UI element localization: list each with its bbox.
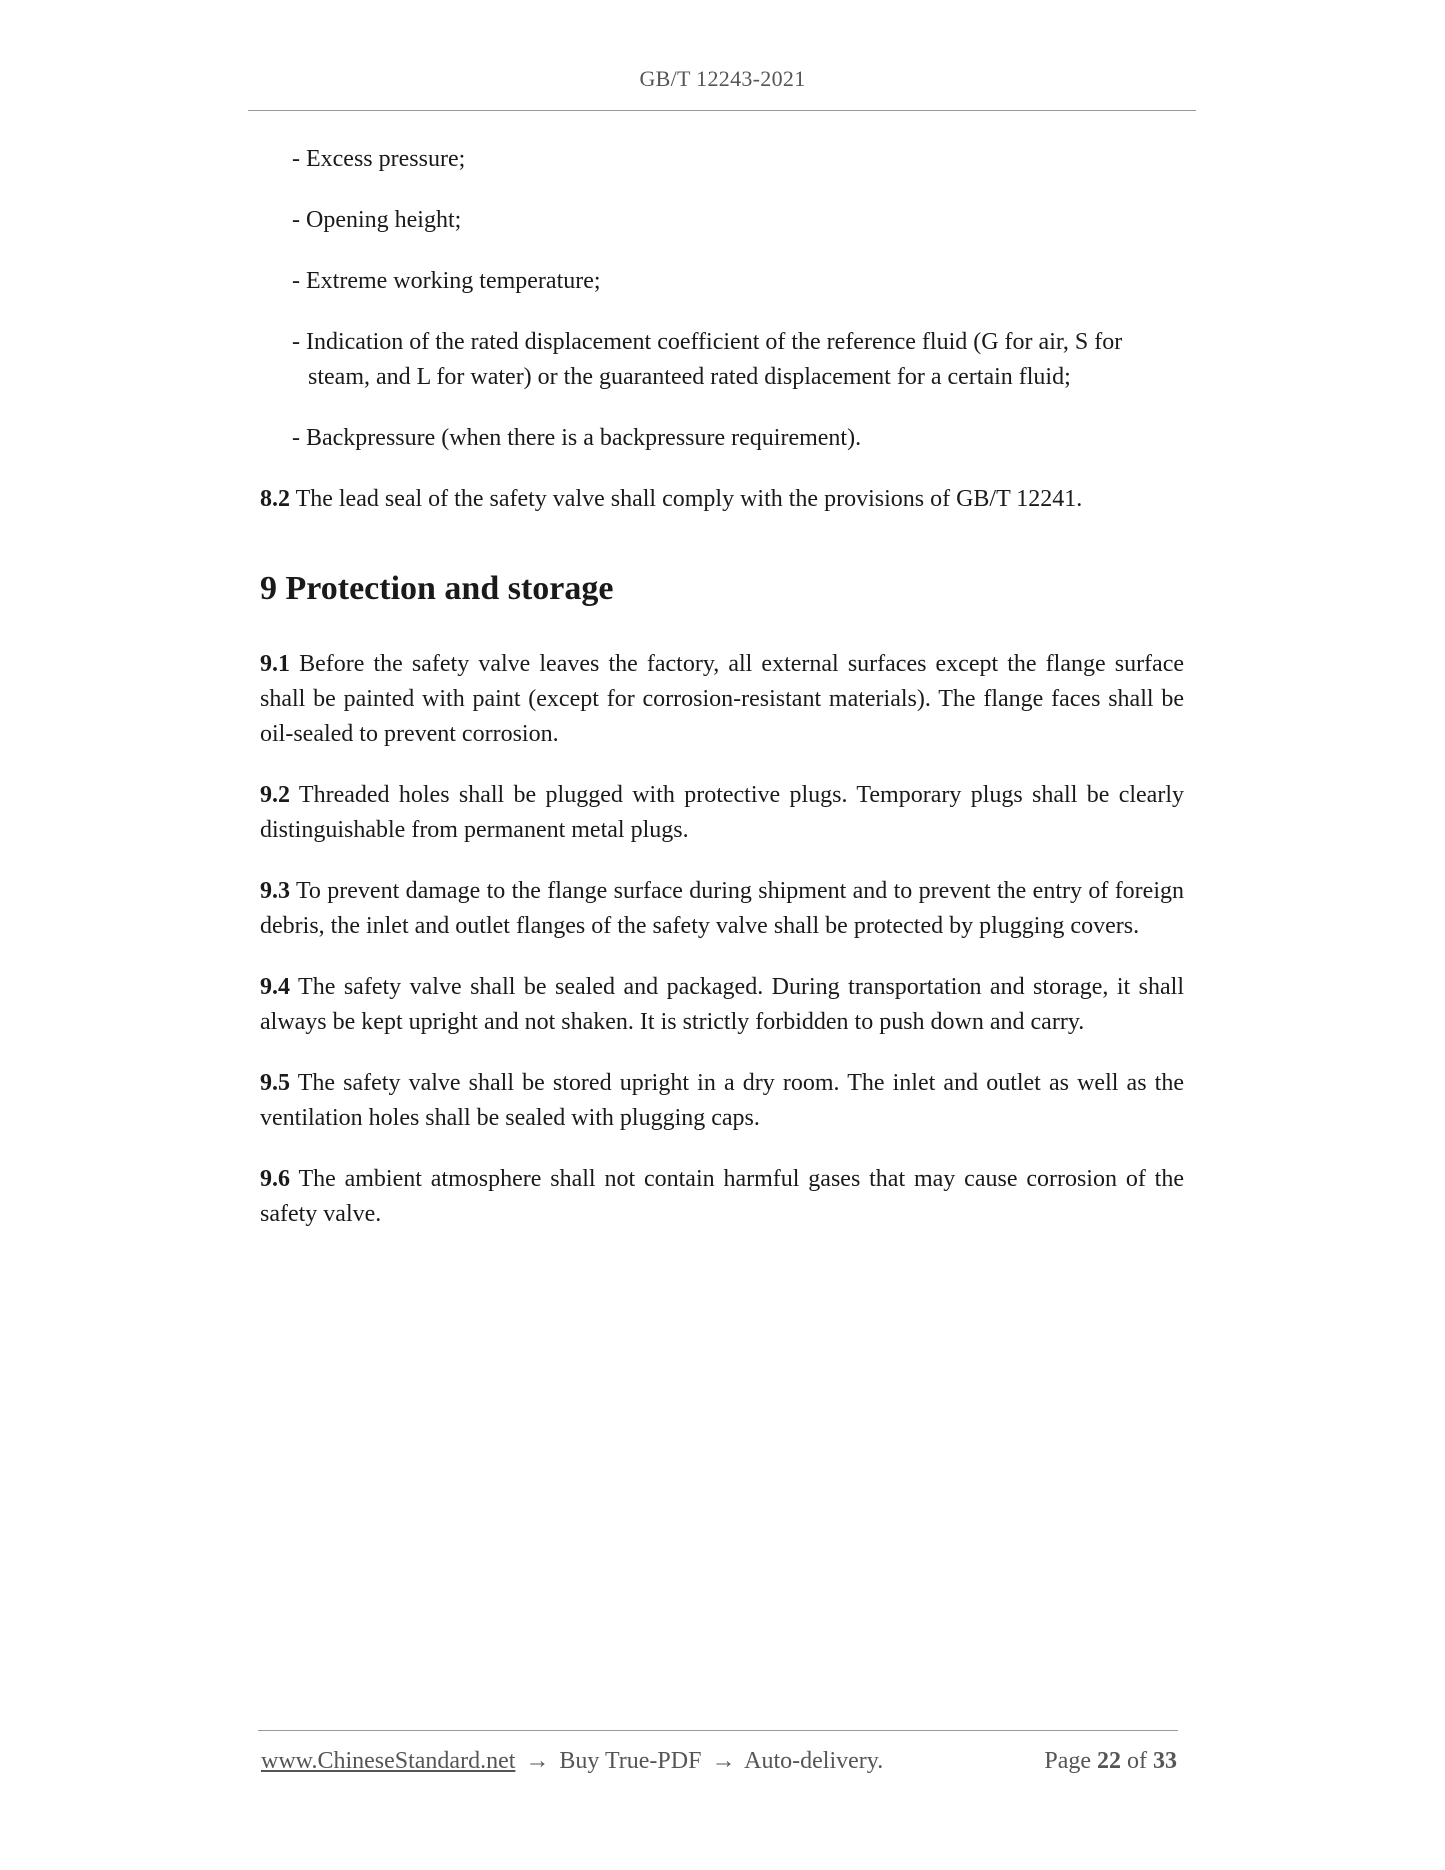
page-content [260,142,1184,1258]
footer-step-delivery: Auto-delivery. [744,1748,884,1774]
clause-9-2 [260,778,1184,848]
clause-number: 9.3 [260,878,290,904]
clause-number: 9.5 [260,1070,290,1096]
clause-text: Threaded holes shall be plugged with protective plugs. Temporary plugs shall be clearly distinguishable from permanent metal plugs. [260,782,1184,843]
clause-9-4 [260,970,1184,1040]
clause-number: 9.4 [260,974,290,1000]
clause-9-6 [260,1162,1184,1232]
footer-step-buy: Buy True-PDF [559,1748,702,1774]
list-item: - Backpressure (when there is a backpressure requirement). [292,425,862,451]
list-item: - Indication of the rated displacement coefficient of the reference fluid (G for air, S for steam, and L for water) or the guaranteed rated displacement for a certain fluid; [292,329,1123,390]
footer-divider [258,1730,1178,1731]
clause-text: The lead seal of the safety valve shall comply with the provisions of GB/T 12241. [295,486,1083,512]
footer-promo [261,1748,883,1775]
arrow-right-icon: → [711,1748,736,1774]
section-heading: 9 Protection and storage [260,570,614,607]
clause-text: The safety valve shall be stored upright in a dry room. The inlet and outlet as well as the ventilation holes shall be sealed with plugging caps. [260,1070,1184,1131]
of-label: of [1127,1748,1147,1774]
clause-text: The ambient atmosphere shall not contain harmful gases that may cause corrosion of the safety valve. [260,1166,1184,1227]
arrow-right-icon: → [525,1748,550,1774]
clause-number: 8.2 [260,486,290,512]
clause-text: The safety valve shall be sealed and packaged. During transportation and storage, it shall always be kept upright and not shaken. It is strictly forbidden to push down and carry. [260,974,1184,1035]
list-item: - Extreme working temperature; [292,268,601,294]
current-page-number: 22 [1097,1748,1121,1774]
page-indicator [1044,1748,1177,1775]
clause-9-3 [260,874,1184,944]
website-link[interactable]: www.ChineseStandard.net [261,1748,516,1774]
page-footer [261,1748,1177,1775]
clause-9-1 [260,647,1184,752]
header-divider [248,110,1196,111]
document-code-header: GB/T 12243-2021 [639,66,806,91]
clause-number: 9.6 [260,1166,290,1192]
clause-text: To prevent damage to the flange surface during shipment and to prevent the entry of foreign debris, the inlet and outlet flanges of the safety valve shall be protected by plugging covers. [260,878,1184,939]
page-label: Page [1044,1748,1091,1774]
clause-number: 9.1 [260,651,290,677]
list-item: - Opening height; [292,207,462,233]
clause-8-2 [260,482,1184,517]
list-item: - Excess pressure; [292,146,466,172]
clause-text: Before the safety valve leaves the factory, all external surfaces except the flange surface shall be painted with paint (except for corrosion-resistant materials). The flange faces shall be oil-sealed to prevent corrosion. [260,651,1185,747]
total-page-number: 33 [1153,1748,1177,1774]
clause-number: 9.2 [260,782,290,808]
clause-9-5 [260,1066,1184,1136]
